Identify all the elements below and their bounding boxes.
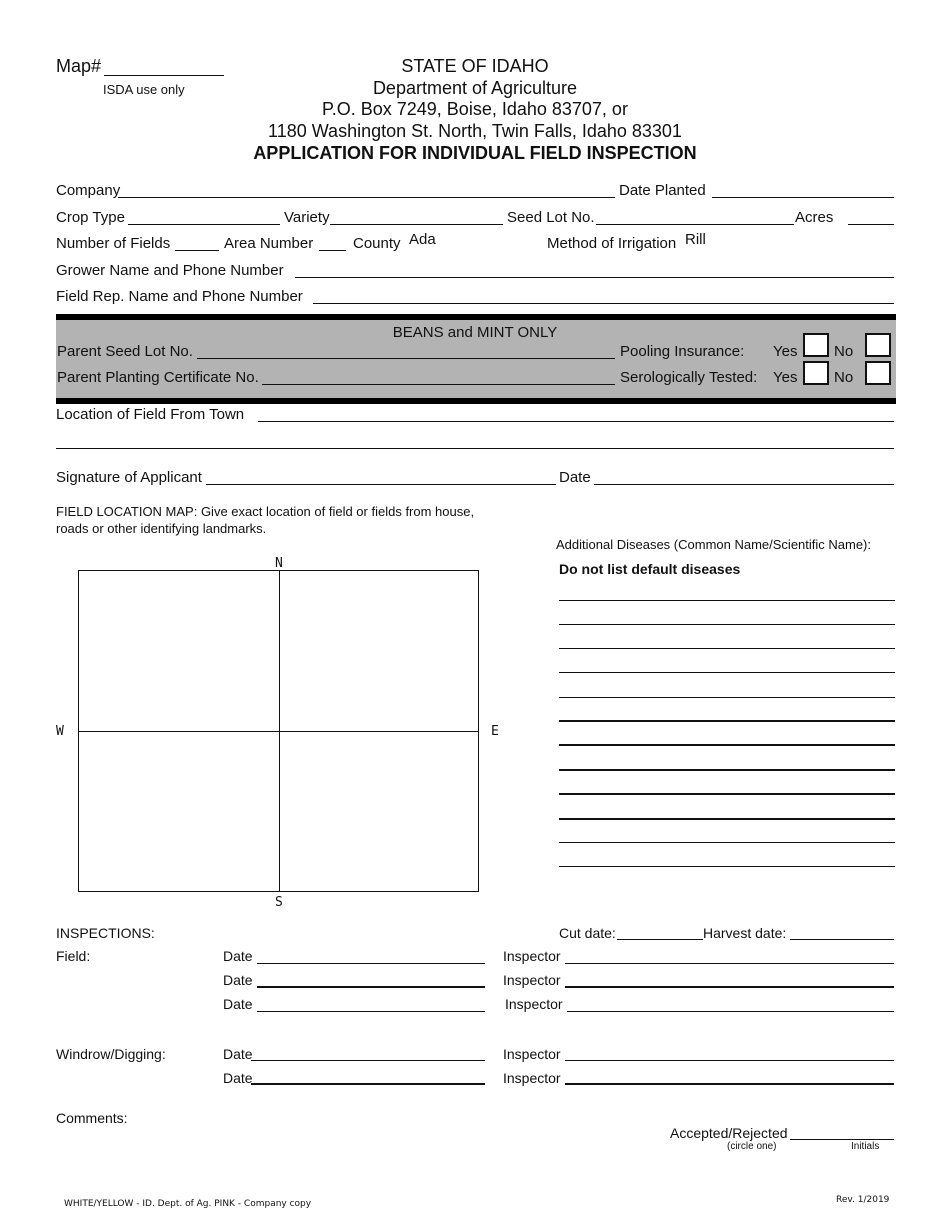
grower-label: Grower Name and Phone Number [56, 262, 284, 279]
field-rep-label: Field Rep. Name and Phone Number [56, 288, 303, 305]
initials-label: Initials [851, 1141, 880, 1152]
pooling-label: Pooling Insurance: [620, 343, 745, 360]
disease-line[interactable] [559, 793, 895, 795]
pooling-no-checkbox[interactable] [865, 333, 891, 357]
irrigation-value[interactable]: Rill [685, 231, 706, 248]
map-instructions-line-1: FIELD LOCATION MAP: Give exact location of field or fields from house, [56, 504, 475, 519]
field-inspector-field[interactable] [567, 1011, 894, 1012]
harvest-date-field[interactable] [790, 939, 894, 940]
irrigation-label: Method of Irrigation [547, 235, 677, 252]
disease-line[interactable] [559, 866, 895, 867]
field-inspector-field[interactable] [565, 963, 894, 964]
variety-field[interactable] [330, 224, 503, 225]
field-inspector-label: Inspector [503, 972, 561, 988]
windrow-date-label: Date [223, 1070, 253, 1086]
date-planted-field[interactable] [712, 197, 894, 198]
parent-cert-label: Parent Planting Certificate No. [57, 369, 259, 386]
windrow-inspector-field[interactable] [565, 1083, 894, 1085]
comments-label: Comments: [56, 1110, 128, 1126]
area-number-field[interactable] [319, 250, 346, 251]
serology-yes-checkbox[interactable] [803, 361, 829, 385]
diseases-note: Do not list default diseases [559, 561, 741, 577]
windrow-inspector-label: Inspector [503, 1070, 561, 1086]
location-from-town-label: Location of Field From Town [56, 406, 245, 423]
pooling-no-label: No [834, 343, 854, 360]
disease-line[interactable] [559, 697, 895, 698]
disease-line[interactable] [559, 842, 895, 843]
compass-west: W [56, 724, 64, 739]
circle-one-note: (circle one) [727, 1141, 777, 1152]
field-date-label: Date [223, 972, 253, 988]
field-inspector-field[interactable] [565, 986, 894, 988]
disease-line[interactable] [559, 818, 895, 820]
address-line-2: 1180 Washington St. North, Twin Falls, Idaho 83301 [268, 121, 682, 141]
disease-line[interactable] [559, 672, 895, 673]
field-date-label: Date [223, 948, 253, 964]
number-of-fields-field[interactable] [175, 250, 219, 251]
disease-line[interactable] [559, 720, 895, 722]
windrow-date-field[interactable] [251, 1060, 485, 1061]
seed-lot-field[interactable] [596, 224, 794, 225]
map-number-label: Map# [56, 56, 102, 76]
windrow-date-label: Date [223, 1046, 253, 1062]
windrow-inspector-field[interactable] [565, 1060, 894, 1061]
field-inspection-label: Field: [56, 948, 91, 964]
isda-use-note: ISDA use only [103, 82, 185, 97]
signature-field[interactable] [206, 484, 556, 485]
cut-date-label: Cut date: [559, 925, 616, 941]
compass-south: S [275, 895, 283, 910]
field-inspector-label: Inspector [503, 948, 561, 964]
compass-east: E [491, 724, 499, 739]
revision-note: Rev. 1/2019 [836, 1195, 890, 1205]
copy-distribution-note: WHITE/YELLOW - ID. Dept. of Ag. PINK - Company copy [64, 1199, 312, 1209]
grower-field[interactable] [295, 277, 894, 278]
field-date-field[interactable] [257, 963, 485, 964]
disease-line[interactable] [559, 624, 895, 625]
date-planted-label: Date Planted [619, 182, 706, 199]
pooling-yes-label: Yes [773, 343, 798, 360]
disease-line[interactable] [559, 600, 895, 601]
compass-north: N [275, 556, 283, 571]
acres-label: Acres [795, 209, 834, 226]
disease-line[interactable] [559, 648, 895, 649]
acres-field[interactable] [848, 224, 894, 225]
company-label: Company [56, 182, 121, 199]
serology-no-checkbox[interactable] [865, 361, 891, 385]
disease-line[interactable] [559, 744, 895, 746]
windrow-inspector-label: Inspector [503, 1046, 561, 1062]
parent-cert-field[interactable] [262, 384, 615, 385]
location-from-town-field[interactable] [258, 421, 894, 422]
map-horizontal-axis [78, 731, 479, 732]
county-value[interactable]: Ada [409, 231, 436, 248]
parent-seed-lot-field[interactable] [197, 358, 615, 359]
windrow-date-field[interactable] [251, 1083, 485, 1085]
serology-yes-label: Yes [773, 369, 798, 386]
state-title: STATE OF IDAHO [401, 56, 549, 76]
pooling-yes-checkbox[interactable] [803, 333, 829, 357]
accepted-rejected-label: Accepted/Rejected [670, 1125, 788, 1141]
company-field[interactable] [118, 197, 615, 198]
signature-date-field[interactable] [594, 484, 894, 485]
inspections-heading: INSPECTIONS: [56, 925, 155, 941]
diseases-heading: Additional Diseases (Common Name/Scientific Name): [556, 537, 872, 552]
number-of-fields-label: Number of Fields [56, 235, 171, 252]
field-date-label: Date [223, 996, 253, 1012]
area-number-label: Area Number [224, 235, 314, 252]
signature-date-label: Date [559, 469, 591, 486]
serology-label: Serologically Tested: [620, 369, 758, 386]
map-instructions-line-2: roads or other identifying landmarks. [56, 521, 267, 536]
crop-type-label: Crop Type [56, 209, 125, 226]
department-title: Department of Agriculture [372, 78, 578, 98]
signature-label: Signature of Applicant [56, 469, 202, 486]
variety-label: Variety [284, 209, 330, 226]
address-line-1: P.O. Box 7249, Boise, Idaho 83707, or [322, 99, 628, 119]
windrow-label: Windrow/Digging: [56, 1046, 166, 1062]
serology-no-label: No [834, 369, 854, 386]
disease-line[interactable] [559, 769, 895, 771]
field-rep-field[interactable] [313, 303, 894, 304]
field-date-field[interactable] [257, 1011, 485, 1012]
beans-mint-title: BEANS and MINT ONLY [392, 324, 558, 341]
seed-lot-label: Seed Lot No. [507, 209, 595, 226]
crop-type-field[interactable] [128, 224, 280, 225]
field-inspector-label: Inspector [505, 996, 563, 1012]
county-label: County [353, 235, 401, 252]
form-title: APPLICATION FOR INDIVIDUAL FIELD INSPECTION [253, 143, 697, 163]
cut-date-field[interactable] [617, 939, 703, 940]
harvest-date-label: Harvest date: [703, 925, 787, 941]
parent-seed-lot-label: Parent Seed Lot No. [57, 343, 193, 360]
location-extra-line[interactable] [56, 448, 894, 449]
field-date-field[interactable] [257, 986, 485, 988]
initials-field[interactable] [790, 1139, 894, 1140]
